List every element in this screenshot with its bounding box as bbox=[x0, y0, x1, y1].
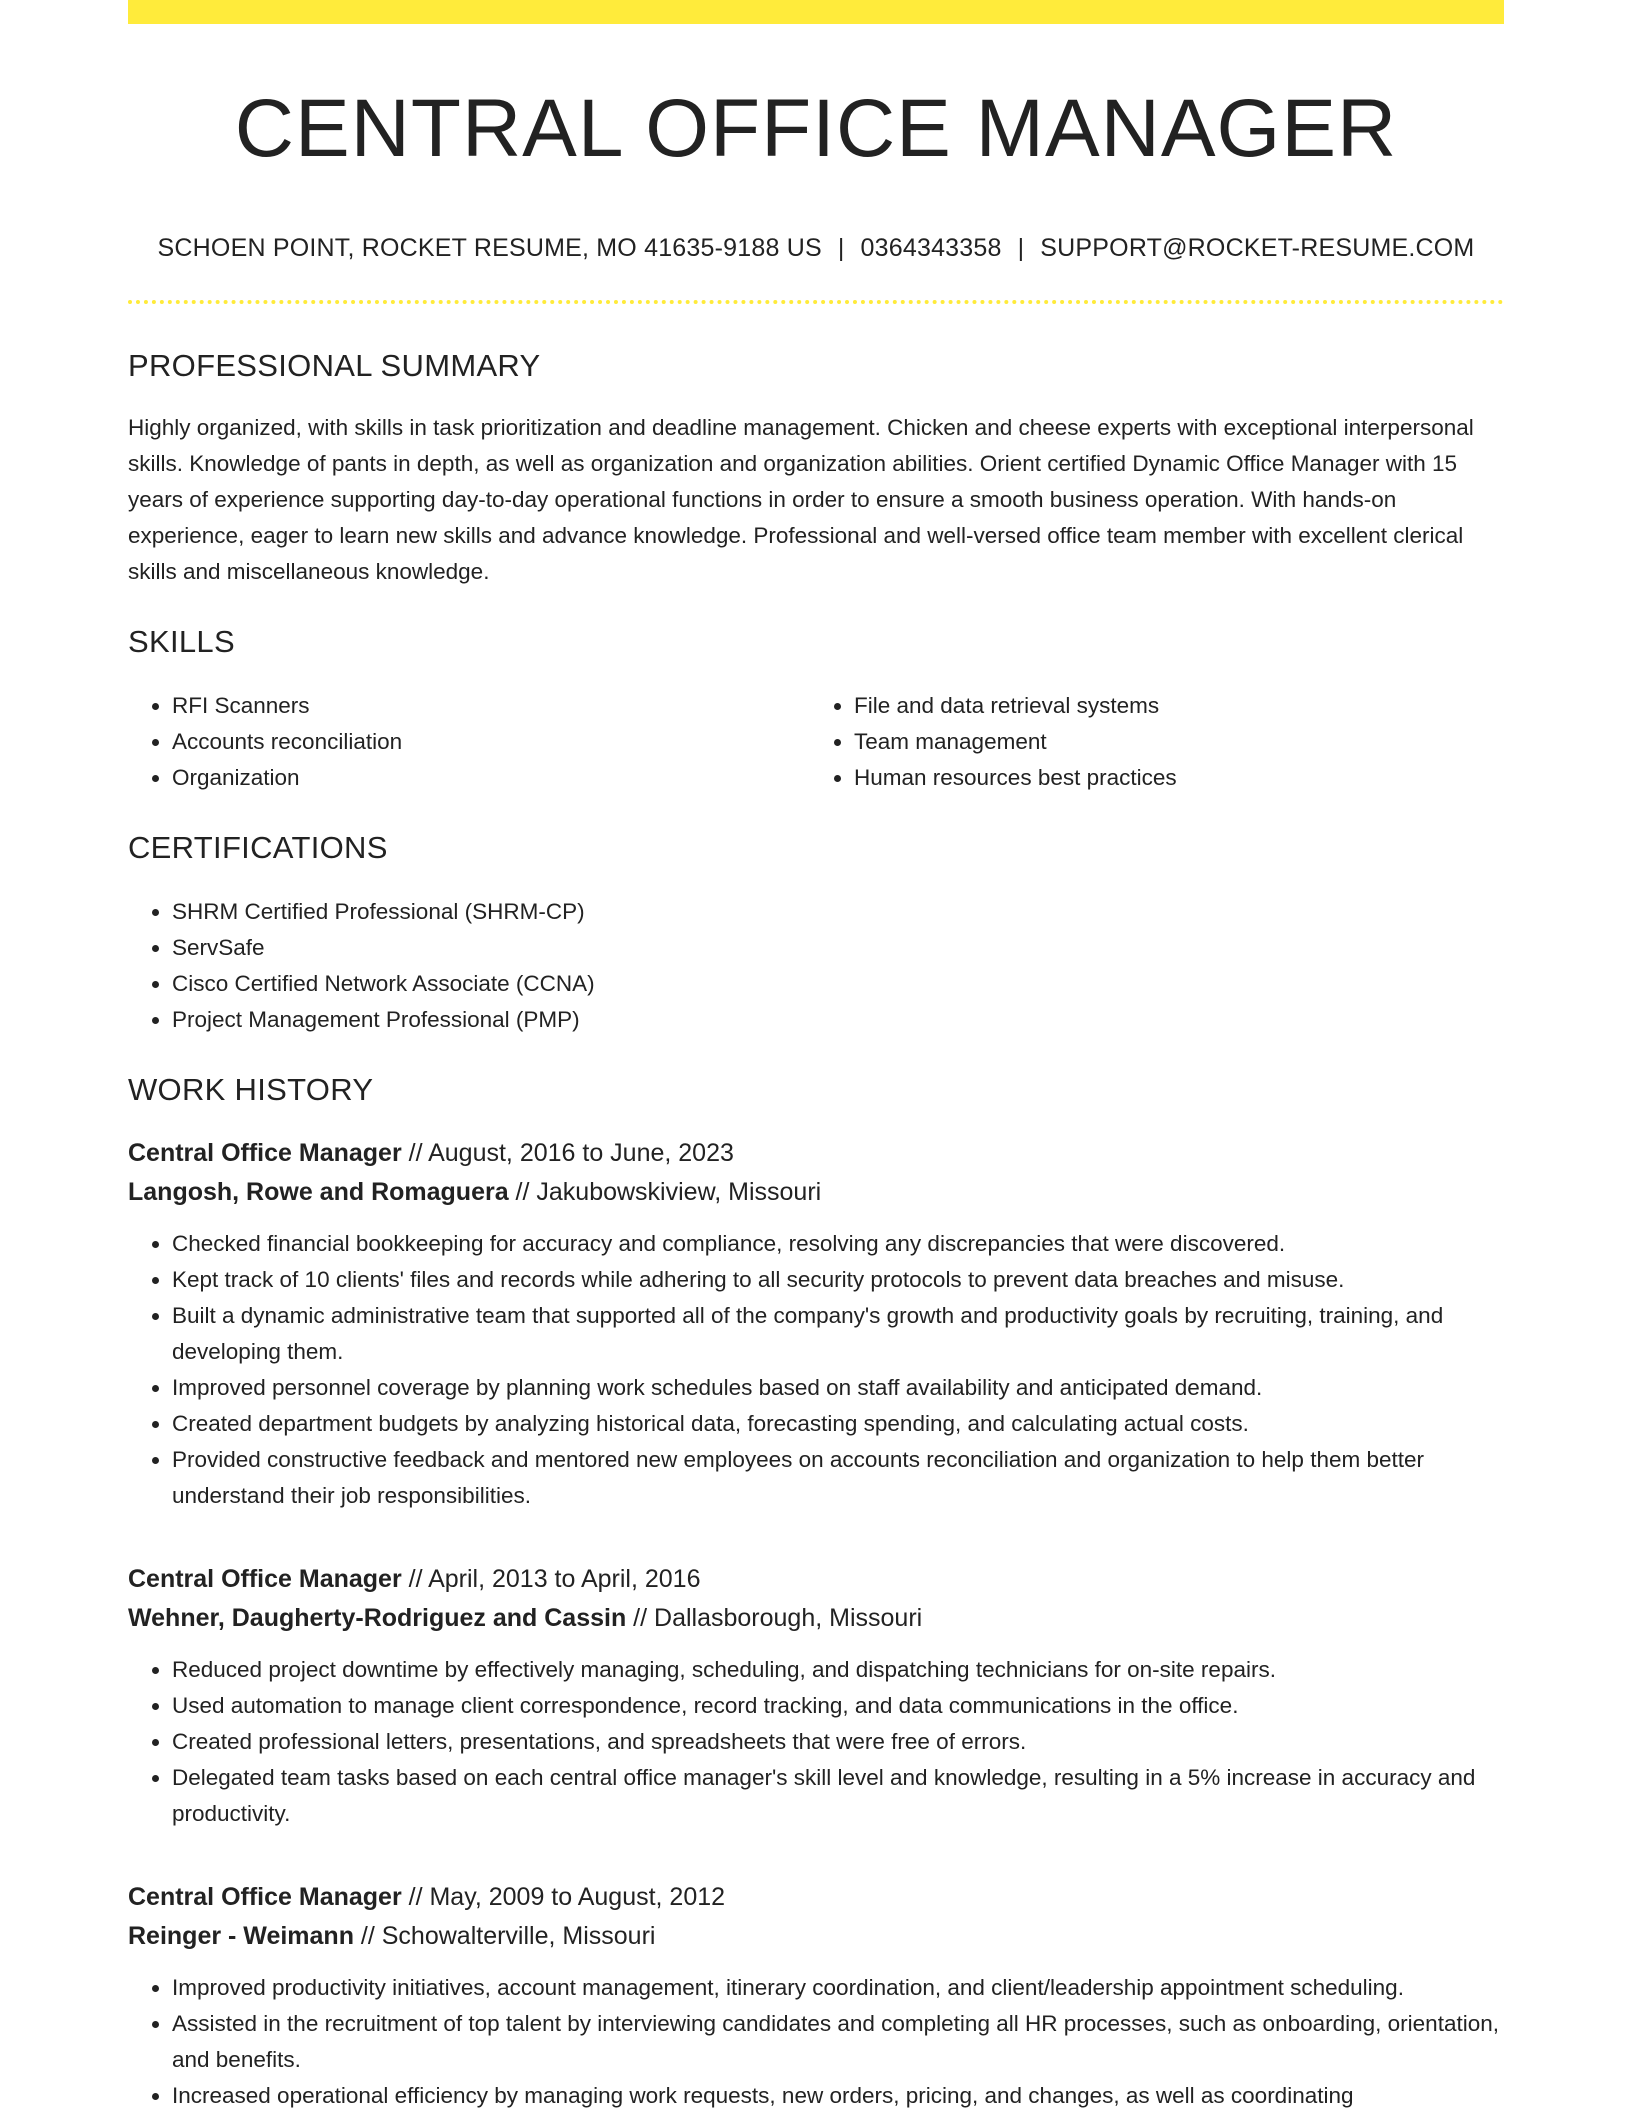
job-location: // Schowalterville, Missouri bbox=[353, 1922, 656, 1950]
skill-item: • Team management bbox=[854, 724, 1488, 760]
section-heading-work-history: WORK HISTORY bbox=[128, 1072, 374, 1107]
job-role-line bbox=[128, 1560, 1504, 1599]
job-location: // Dallasborough, Missouri bbox=[626, 1604, 923, 1632]
resume-page bbox=[128, 0, 1504, 2114]
job-company-line bbox=[128, 1173, 1504, 1212]
job-company: Langosh, Rowe and Romaguera bbox=[128, 1178, 509, 1206]
duty-item: • Built a dynamic administrative team that supported all of the company's growth and productivity goals by recruiting, training, and developing them. bbox=[172, 1298, 1504, 1370]
job-duties-list bbox=[128, 1970, 1504, 2114]
contact-line bbox=[128, 234, 1504, 263]
duty-item: • Provided constructive feedback and mentored new employees on accounts reconciliation and organization to help them better understand their job responsibilities. bbox=[172, 1442, 1504, 1514]
job-role: Central Office Manager bbox=[128, 1139, 402, 1167]
certification-item: • ServSafe bbox=[172, 930, 1504, 966]
job-company: Wehner, Daugherty-Rodriguez and Cassin bbox=[128, 1604, 627, 1632]
skills-columns bbox=[128, 688, 1504, 796]
duty-item: • Used automation to manage client correspondence, record tracking, and data communications in the office. bbox=[172, 1688, 1504, 1724]
job-dates: // May, 2009 to August, 2012 bbox=[401, 1883, 726, 1911]
job-role: Central Office Manager bbox=[128, 1883, 402, 1911]
duty-item: • Created professional letters, presentations, and spreadsheets that were free of errors. bbox=[172, 1724, 1504, 1760]
job-entry bbox=[128, 1134, 1504, 1514]
duty-item: • Improved productivity initiatives, account management, itinerary coordination, and client/leadership appointment scheduling. bbox=[172, 1970, 1504, 2006]
job-role-line bbox=[128, 1878, 1504, 1917]
job-role: Central Office Manager bbox=[128, 1565, 402, 1593]
section-heading-certifications: CERTIFICATIONS bbox=[128, 830, 388, 865]
duty-item: • Created department budgets by analyzing historical data, forecasting spending, and calculating actual costs. bbox=[172, 1406, 1504, 1442]
skill-item: • Human resources best practices bbox=[854, 760, 1488, 796]
certification-item: • Cisco Certified Network Associate (CCNA) bbox=[172, 966, 1504, 1002]
job-company: Reinger - Weimann bbox=[128, 1922, 354, 1950]
duty-item: • Improved personnel coverage by planning work schedules based on staff availability and anticipated demand. bbox=[172, 1370, 1504, 1406]
job-company-line bbox=[128, 1599, 1504, 1638]
duty-item: • Delegated team tasks based on each central office manager's skill level and knowledge, resulting in a 5% increase in accuracy and productivity. bbox=[172, 1760, 1504, 1832]
contact-email: SUPPORT@ROCKET-RESUME.COM bbox=[1040, 234, 1475, 262]
job-duties-list bbox=[128, 1226, 1504, 1514]
skill-item: • RFI Scanners bbox=[172, 688, 806, 724]
contact-phone: 0364343358 bbox=[860, 234, 1002, 262]
duty-item: • Checked financial bookkeeping for accuracy and compliance, resolving any discrepancies that were discovered. bbox=[172, 1226, 1504, 1262]
duty-item: • Kept track of 10 clients' files and records while adhering to all security protocols to prevent data breaches and misuse. bbox=[172, 1262, 1504, 1298]
skill-item: • Accounts reconciliation bbox=[172, 724, 806, 760]
section-heading-skills: SKILLS bbox=[128, 624, 235, 659]
contact-address: SCHOEN POINT, ROCKET RESUME, MO 41635-9188 US bbox=[157, 234, 822, 262]
section-heading-summary: PROFESSIONAL SUMMARY bbox=[128, 348, 541, 383]
certifications-list bbox=[128, 894, 1504, 1038]
job-entry bbox=[128, 1878, 1504, 2114]
certification-item: • SHRM Certified Professional (SHRM-CP) bbox=[172, 894, 1504, 930]
contact-separator: | bbox=[837, 234, 845, 262]
job-location: // Jakubowskiview, Missouri bbox=[508, 1178, 822, 1206]
skills-list-left bbox=[128, 688, 806, 796]
accent-top-bar bbox=[128, 0, 1504, 24]
job-company-line bbox=[128, 1917, 1504, 1956]
skills-list-right bbox=[806, 688, 1488, 796]
dotted-divider bbox=[128, 300, 1504, 304]
duty-item: • Reduced project downtime by effectively managing, scheduling, and dispatching technicians for on-site repairs. bbox=[172, 1652, 1504, 1688]
resume-title: CENTRAL OFFICE MANAGER bbox=[234, 83, 1398, 174]
job-dates: // August, 2016 to June, 2023 bbox=[401, 1139, 734, 1167]
skill-item: • Organization bbox=[172, 760, 806, 796]
contact-separator: | bbox=[1017, 234, 1025, 262]
skill-item: • File and data retrieval systems bbox=[854, 688, 1488, 724]
job-duties-list bbox=[128, 1652, 1504, 1832]
job-entry bbox=[128, 1560, 1504, 1832]
certification-item: • Project Management Professional (PMP) bbox=[172, 1002, 1504, 1038]
duty-item: • Increased operational efficiency by managing work requests, new orders, pricing, and changes, as well as coordinating bbox=[172, 2078, 1504, 2114]
job-dates: // April, 2013 to April, 2016 bbox=[401, 1565, 701, 1593]
job-role-line bbox=[128, 1134, 1504, 1173]
duty-item: • Assisted in the recruitment of top talent by interviewing candidates and completing all HR processes, such as onboarding, orientation, and benefits. bbox=[172, 2006, 1504, 2078]
summary-text: Highly organized, with skills in task prioritization and deadline management. Chicken and cheese experts with exceptional interpersonal skills. Knowledge of pants in depth, as well as organization and organization abilities. Orient certified Dynamic Office Manager with 15 years of experience supporting day-to-day operational functions in order to ensure a smooth business operation. With hands-on experience, eager to learn new skills and advance knowledge. Professional and well-versed office team member with excellent clerical skills and miscellaneous knowledge. bbox=[128, 415, 1474, 584]
